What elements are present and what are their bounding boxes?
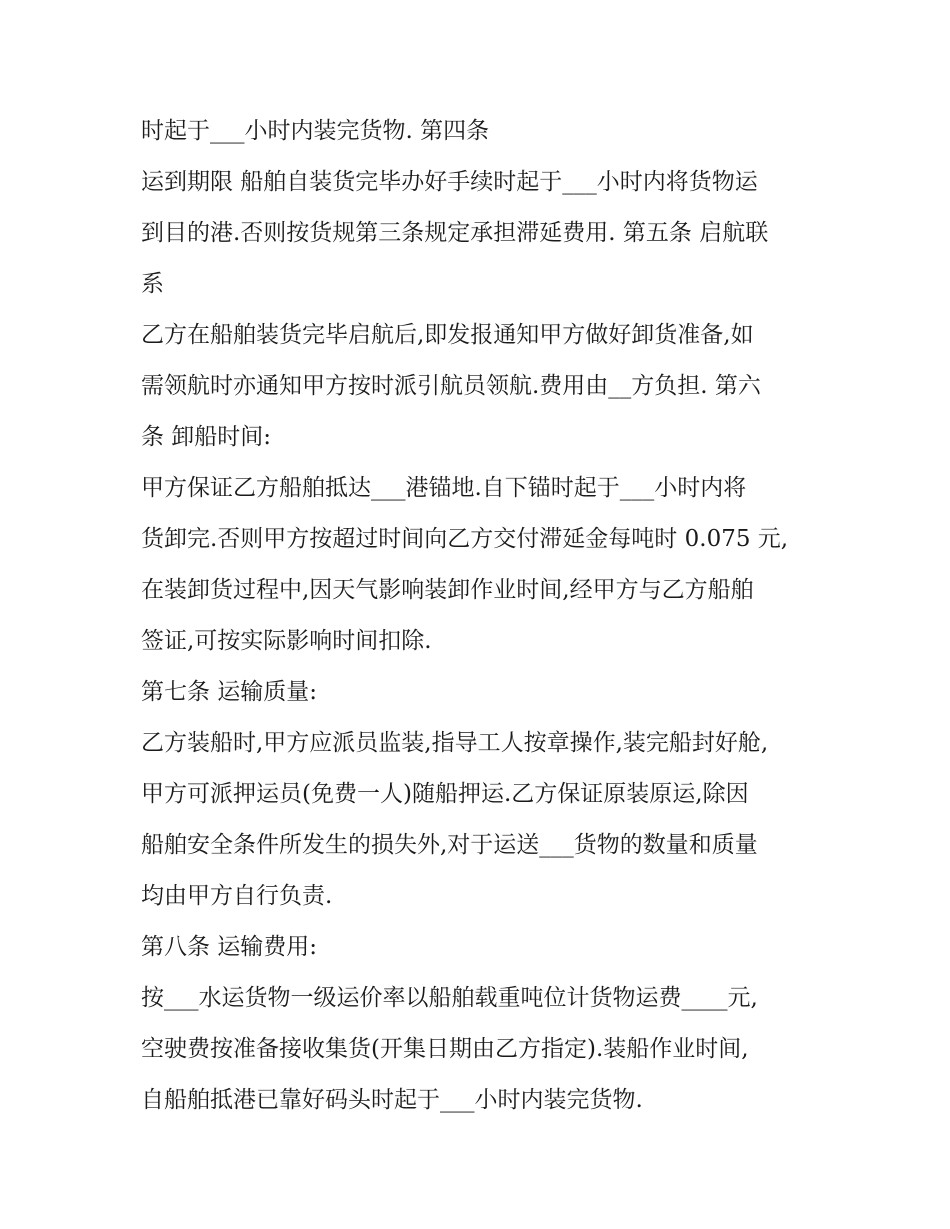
text-line: 系 [141,271,164,297]
contract-text [141,106,841,1126]
text-line: 均由甲方自行负责. [141,883,333,909]
text-line: 甲方可派押运员(免费一人)随船押运.乙方保证原装原运,除因 [141,781,749,807]
text-line: 到目的港.否则按货规第三条规定承担滞延费用. 第五条 启航联 [141,220,769,246]
text-line: 第七条 运输质量: [141,679,318,705]
text-line: 时起于___小时内装完货物. 第四条 [141,118,490,144]
text-line: 在装卸货过程中,因天气影响装卸作业时间,经甲方与乙方船舶 [141,577,754,603]
text-line: 甲方保证乙方船舶抵达___港锚地.自下锚时起于___小时内将 [141,475,747,501]
text-line: 按___水运货物一级运价率以船舶载重吨位计货物运费____元, [141,985,758,1011]
text-line: 乙方在船舶装货完毕启航后,即发报通知甲方做好卸货准备,如 [141,322,754,348]
text-line: 货卸完.否则甲方按超过时间向乙方交付滞延金每吨时 0.075 元, [141,526,789,552]
text-line: 乙方装船时,甲方应派员监装,指导工人按章操作,装完船封好舱, [141,730,769,756]
text-line: 第八条 运输费用: [141,934,318,960]
text-line: 空驶费按准备接收集货(开集日期由乙方指定).装船作业时间, [141,1036,749,1062]
text-line: 船舶安全条件所发生的损失外,对于运送___货物的数量和质量 [141,832,758,858]
text-line: 运到期限 船舶自装货完毕办好手续时起于___小时内将货物运 [141,169,758,195]
text-line: 需领航时亦通知甲方按时派引航员领航.费用由__方负担. 第六 [141,373,761,399]
text-line: 自船舶抵港已靠好码头时起于___小时内装完货物. [141,1087,643,1113]
text-line: 条 卸船时间: [141,424,272,450]
text-line: 签证,可按实际影响时间扣除. [141,628,432,654]
